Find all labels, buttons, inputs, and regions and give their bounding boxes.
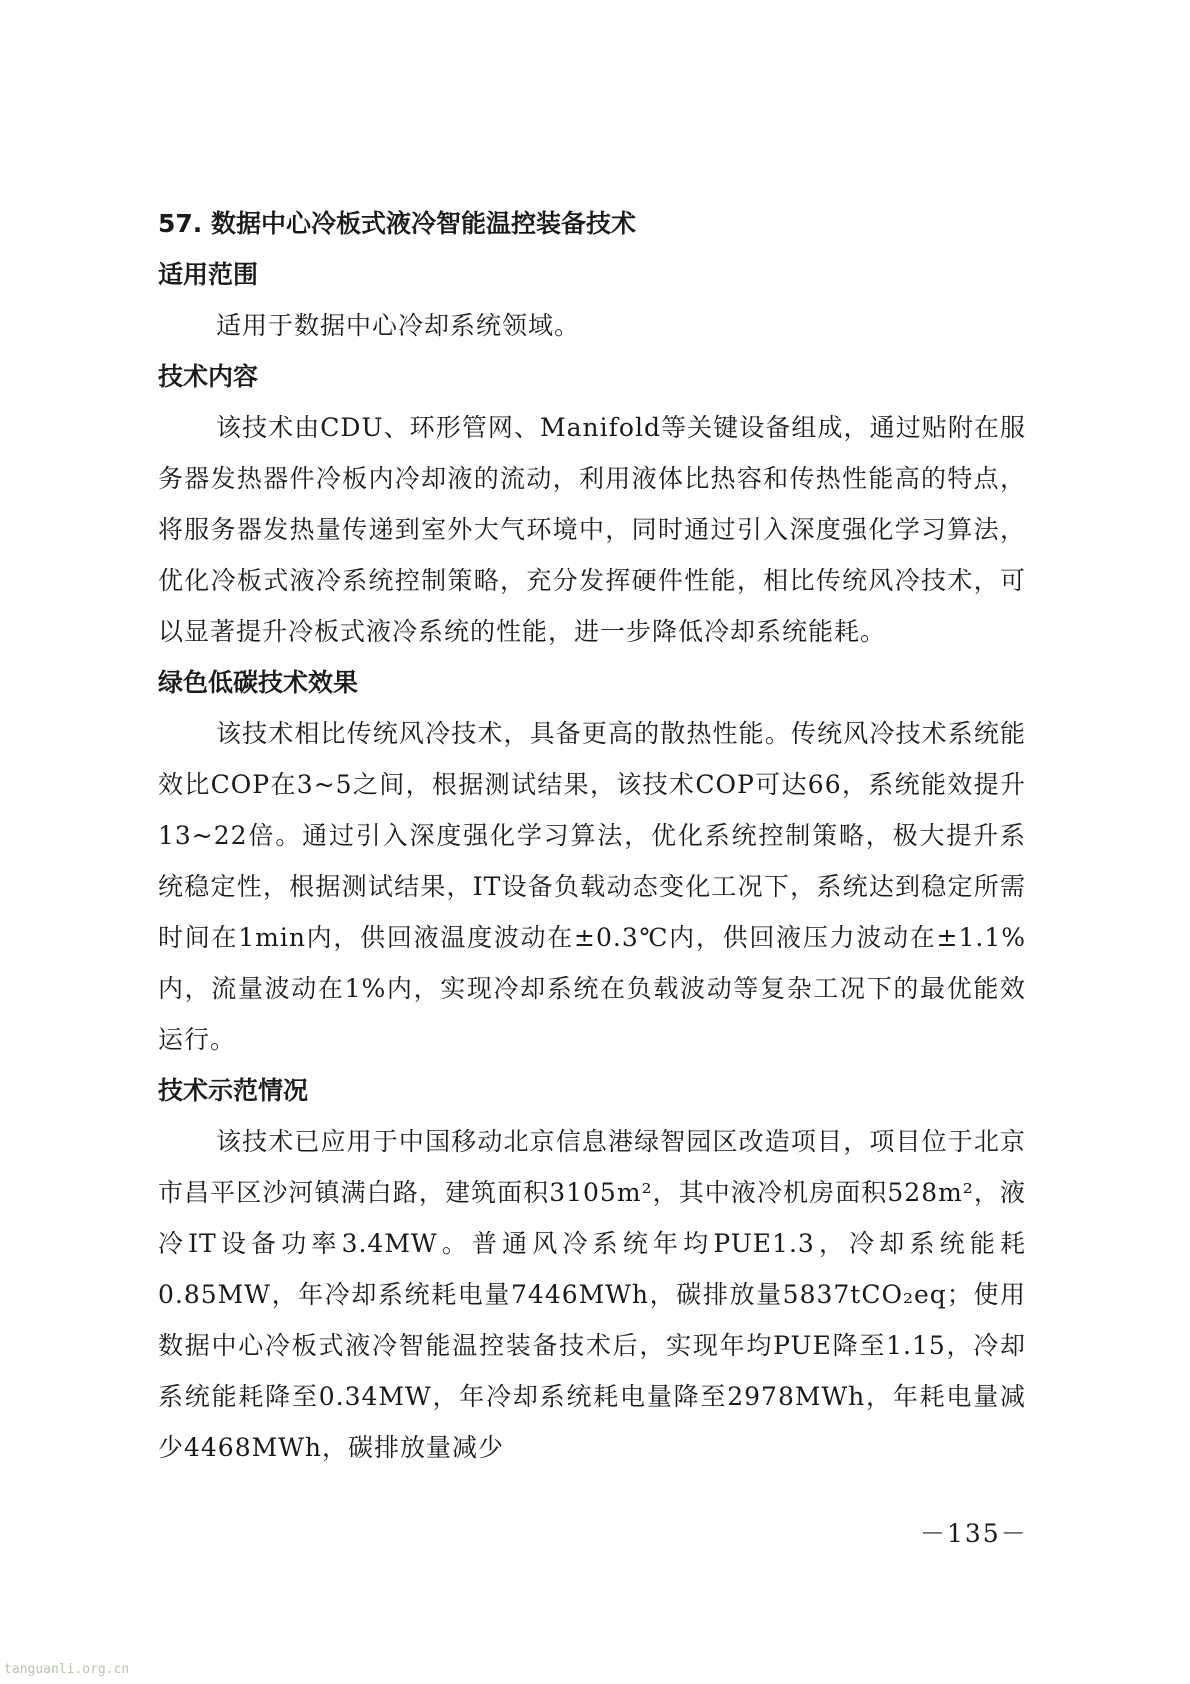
section-heading-demo: 技术示范情况 bbox=[158, 1076, 309, 1105]
section-heading-content: 技术内容 bbox=[158, 362, 259, 391]
section-heading-scope: 适用范围 bbox=[158, 260, 259, 289]
section-body-demo: 该技术已应用于中国移动北京信息港绿智园区改造项目，项目位于北京市昌平区沙河镇满白路，建筑面积3105m²，其中液冷机房面积528m²，液冷IT设备功率3.4MW。普通风冷系统年均PUE1.3，冷却系统能耗0.85MW，年冷却系统耗电量7446MWh，碳排放量5837tCO₂eq；使用数据中心冷板式液冷智能温控装备技术后，实现年均PUE降至1.15，冷却系统能耗降至0.34MW，年冷却系统耗电量降至2978MWh，年耗电量减少4468MWh，碳排放量减少 bbox=[158, 1127, 1026, 1462]
page-number: －135－ bbox=[920, 1519, 1028, 1548]
section-body-effect: 该技术相比传统风冷技术，具备更高的散热性能。传统风冷技术系统能效比COP在3~5之间，根据测试结果，该技术COP可达66，系统能效提升13~22倍。通过引入深度强化学习算法，优化系统控制策略，极大提升系统稳定性，根据测试结果，IT设备负载动态变化工况下，系统达到稳定所需时间在1min内，供回液温度波动在±0.3℃内，供回液压力波动在±1.1%内，流量波动在1%内，实现冷却系统在负载波动等复杂工况下的最优能效运行。 bbox=[158, 719, 1026, 1054]
watermark-text: tanguanli.org.cn bbox=[4, 1662, 130, 1677]
section-body-scope: 适用于数据中心冷却系统领域。 bbox=[216, 311, 581, 340]
section-body-content: 该技术由CDU、环形管网、Manifold等关键设备组成，通过贴附在服务器发热器件冷板内冷却液的流动，利用液体比热容和传热性能高的特点，将服务器发热量传递到室外大气环境中，同时通过引入深度强化学习算法，优化冷板式液冷系统控制策略，充分发挥硬件性能，相比传统风冷技术，可以显著提升冷板式液冷系统的性能，进一步降低冷却系统能耗。 bbox=[158, 413, 1026, 646]
section-heading-effect: 绿色低碳技术效果 bbox=[158, 668, 359, 697]
document-page bbox=[158, 198, 1026, 1473]
document-title: 57. 数据中心冷板式液冷智能温控装备技术 bbox=[158, 209, 636, 238]
